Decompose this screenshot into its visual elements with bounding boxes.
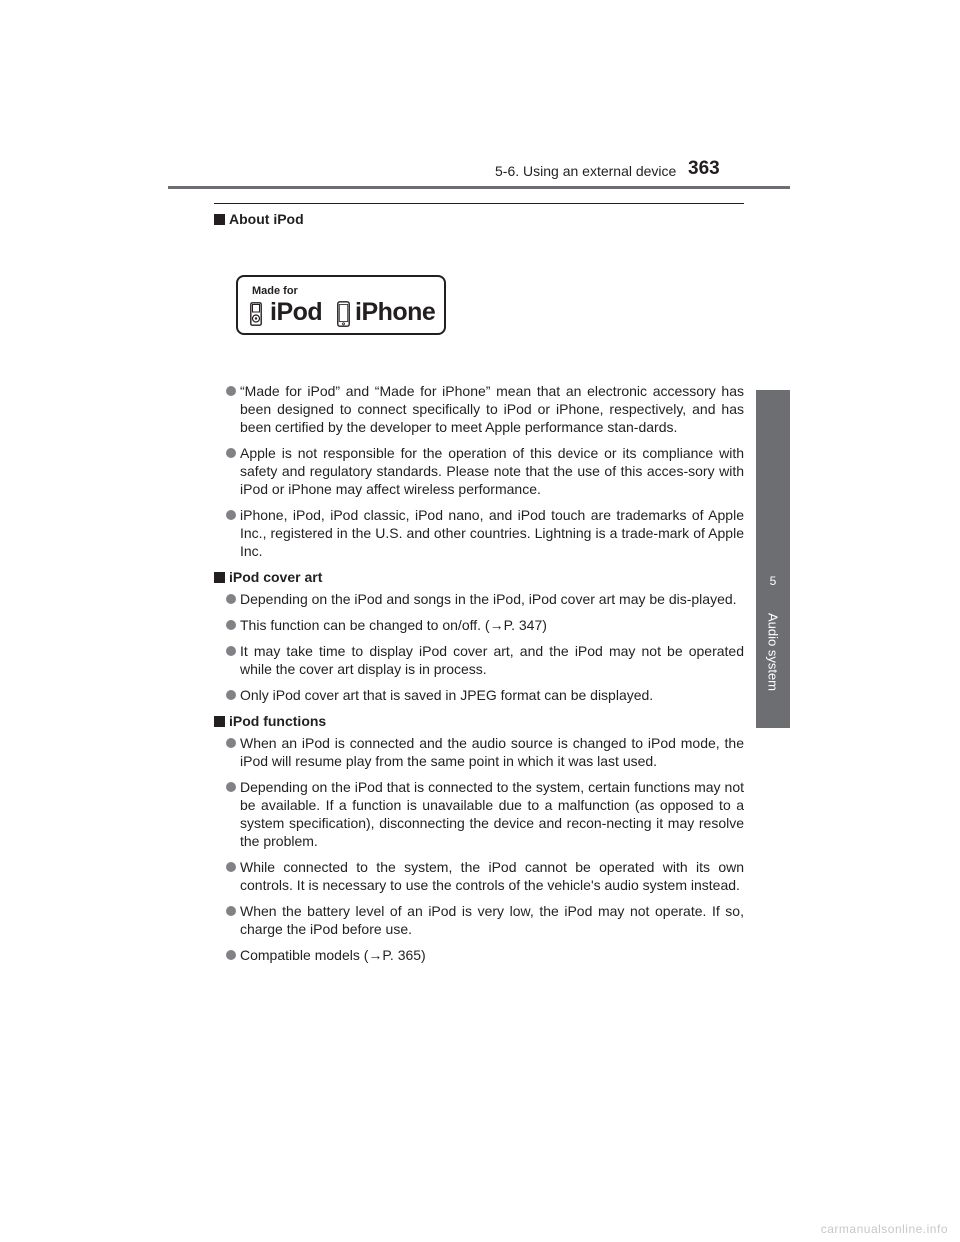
list-item-text: Compatible models (→P. 365) xyxy=(240,947,426,963)
heading-text: iPod functions xyxy=(229,713,327,729)
bullet-dot-icon xyxy=(226,782,236,792)
list-item-text: This function can be changed to on/off. (→P. 347) xyxy=(240,617,547,633)
list-item xyxy=(226,734,744,770)
square-bullet-icon xyxy=(214,214,225,225)
badge-made-for: Made for xyxy=(252,285,298,297)
made-for-ipod-iphone-logo xyxy=(236,275,446,335)
list-item-text: Depending on the iPod and songs in the iPod, iPod cover art may be dis-played. xyxy=(240,591,737,607)
watermark: carmanualsonline.info xyxy=(820,1222,948,1236)
list-item-text: “Made for iPod” and “Made for iPhone” mean that an electronic accessory has been designed to connect specifically to iPod or iPhone, respectively, and has been certified by the developer to meet Apple performance stan-dards. xyxy=(240,383,744,435)
section-rule xyxy=(214,203,744,204)
list-item-text: When an iPod is connected and the audio source is changed to iPod mode, the iPod will resume play from the same point in which it was last used. xyxy=(240,735,744,769)
ipod-device-icon xyxy=(250,302,262,326)
list-item-text: Apple is not responsible for the operation of this device or its compliance with safety and regulatory standards. Please note that the use of this acces-sory with iPod or iPhone may affect wireless performance. xyxy=(240,445,744,497)
list-item xyxy=(226,590,744,608)
bullet-dot-icon xyxy=(226,738,236,748)
list-item xyxy=(226,642,744,678)
section-title: 5-6. Using an external device xyxy=(495,163,677,179)
list-item-text: When the battery level of an iPod is very low, the iPod may not operate. If so, charge the iPod before use. xyxy=(240,903,744,937)
list-item-text: iPhone, iPod, iPod classic, iPod nano, and iPod touch are trademarks of Apple Inc., registered in the U.S. and other countries. Lightning is a trade-mark of Apple Inc. xyxy=(240,507,744,559)
list-item xyxy=(226,444,744,498)
list-item-text: While connected to the system, the iPod cannot be operated with its own controls. It is necessary to use the controls of the vehicle's audio system instead. xyxy=(240,859,744,893)
bullet-dot-icon xyxy=(226,594,236,604)
list-item xyxy=(226,778,744,850)
list-item xyxy=(226,686,744,704)
list-item xyxy=(226,858,744,894)
about-ipod-list xyxy=(214,382,744,560)
square-bullet-icon xyxy=(214,716,225,727)
bullet-dot-icon xyxy=(226,906,236,916)
bullet-dot-icon xyxy=(226,510,236,520)
bullet-dot-icon xyxy=(226,862,236,872)
bullet-dot-icon xyxy=(226,620,236,630)
made-for-badge-area xyxy=(214,228,744,382)
list-item-text: It may take time to display iPod cover art, and the iPod may not be operated while the cover art display is in process. xyxy=(240,643,744,677)
heading-about-ipod xyxy=(214,210,744,228)
cover-art-list xyxy=(214,590,744,704)
list-item xyxy=(226,902,744,938)
iphone-device-icon xyxy=(337,301,350,327)
header-rule xyxy=(168,186,790,189)
heading-ipod-functions xyxy=(214,712,744,730)
heading-text: About iPod xyxy=(229,211,304,227)
chapter-number: 5 xyxy=(769,574,777,588)
heading-cover-art xyxy=(214,568,744,586)
bullet-dot-icon xyxy=(226,690,236,700)
chapter-label: Audio system xyxy=(765,612,781,692)
page-number: 363 xyxy=(688,158,720,179)
list-item-text: Depending on the iPod that is connected to the system, certain functions may not be available. If a function is unavailable due to a malfunction (as opposed to a system specification), disconnecting the device and recon-necting it may resolve the problem. xyxy=(240,779,744,849)
bullet-dot-icon xyxy=(226,386,236,396)
list-item xyxy=(226,616,744,634)
page-content xyxy=(214,210,744,972)
square-bullet-icon xyxy=(214,572,225,583)
list-item-text: Only iPod cover art that is saved in JPEG format can be displayed. xyxy=(240,687,654,703)
badge-iphone-text: iPhone xyxy=(355,298,436,326)
list-item xyxy=(226,382,744,436)
heading-text: iPod cover art xyxy=(229,569,323,585)
bullet-dot-icon xyxy=(226,950,236,960)
badge-ipod-text: iPod xyxy=(270,298,323,326)
list-item xyxy=(226,946,744,964)
bullet-dot-icon xyxy=(226,448,236,458)
list-item xyxy=(226,506,744,560)
bullet-dot-icon xyxy=(226,646,236,656)
ipod-functions-list xyxy=(214,734,744,964)
